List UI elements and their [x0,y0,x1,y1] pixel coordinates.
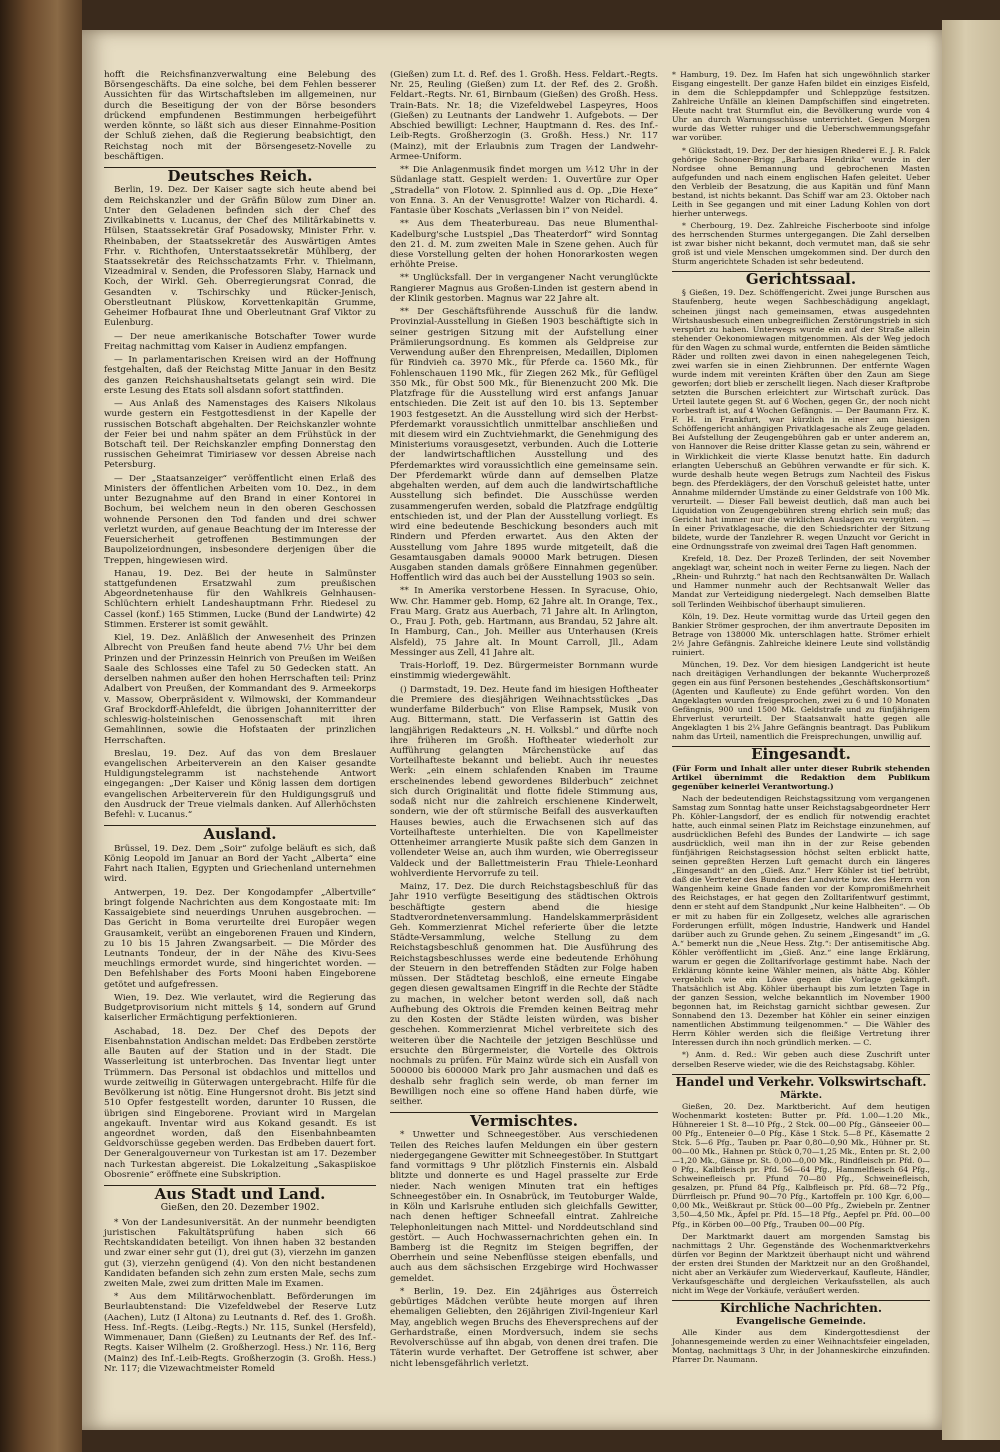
section-heading-stadt: Aus Stadt und Land. [104,1185,376,1199]
section-heading-vermischtes: Vermischtes. [390,1112,658,1126]
section-heading-handel: Handel und Verkehr. Volkswirtschaft. [672,1074,930,1087]
article: Brüssel, 19. Dez. Dem „Soir“ zufolge beläuft es sich, daß König Leopold im Januar an Bord der Yacht „Alberta“ eine Fahrt nach Italien, Egypten und Griechenland unternehmen wird. [104,843,376,885]
article: Wien, 19. Dez. Wie verlautet, wird die Regierung das Budgetprovisorium nicht mittels § 14, sondern auf Grund kaiserlicher Ermächtigung perfektionieren. [104,992,376,1024]
section-heading-eingesandt: Eingesandt. [672,746,930,759]
article: Kiel, 19. Dez. Anläßlich der Anwesenheit des Prinzen Albrecht von Preußen fand heute abend 7½ Uhr bei dem Prinzen und der Prinzessin Heinrich von Preußen im Weißen Saale des Schlosses eine Tafel zu 50 Gedecken statt. An derselben nahmen außer den hohen Herrschaften teil: Prinz Adalbert von Preußen, der Kommandant des 9. Armeekorps v. Massow, Oberpräsident v. Wilmowski, der Kommandeur Graf Brockdorff-Ahlefeldt, die übrigen Johanniterritter der schleswig-holsteinischen Genossenschaft mit ihren Gemahlinnen, sowie die Hofstaaten der prinzlichen Herrschaften. [104,633,376,746]
article: Mainz, 17. Dez. Die durch Reichstagsbeschluß für das Jahr 1910 verfügte Beseitigung des städtischen Oktrois beschäftigte gestern abend die hiesige Stadtverordnetenversammlung. Handelskammerpräsident Geh. Kommerzienrat Michel referierte über die letzte Städte-Versammlung, welche Stellung zu dem Reichstagsbeschluß genommen hat. Die Ausführung des Reichstagsbeschlusses werde eine bedeutende Erhöhung der Steuern in den betreffenden Städten zur Folge haben müssen. Der Städtetag beschloß, eine erneute Eingabe gegen diesen gewaltsamen Eingriff in die Rechte der Städte zu machen, in welcher betont werden soll, daß nach Aufhebung des Oktrois die Fremden keinen Beitrag mehr zu den Kosten der Städte leisten würden, was bisher geschehen. Kommerzienrat Michel verbreitete sich des weiteren über die Nachteile der jetzigen Beschlüsse und ersuchte den Bürgermeister, die Vorteile des Oktrois nochmals zu prüfen. Für Mainz würde sich ein Ausfall von 500000 bis 600000 Mark pro Jahr ausmachen und daß es deshalb sehr fraglich sein werde, ob man ferner im Bewilligen noch eine so offene Hand haben dürfe, wie seither. [390,882,658,1107]
book-binding [0,0,82,1452]
article: — Der neue amerikanische Botschafter Tower wurde Freitag nachmittag vom Kaiser in Audienz empfangen. [104,331,376,352]
section-heading-gerichtssaal: Gerichtssaal. [672,271,930,284]
article: * Aus dem Militärwochenblatt. Beförderungen im Beurlaubtenstand: Die Vizefeldwebel der Reserve Lutz (Aachen), Lutz (I Altona) zu Leutnants d. Ref. des 1. Großh. Hess. Inf.-Regts. (Leibg.-Regts.) Nr. 115, Sunkel (Hersfeld), Wimmenauer, Dann (Gießen) zu Leutnants der Ref. des Inf.-Regts. Kaiser Wilhelm (2. Großherzogl. Hess.) Nr. 116, Berg (Mainz) des Inf.-Leib-Regts. Großherzogin (3. Großh. Hess.) Nr. 117; die Vizewachtmeister Romeld [104,1292,376,1374]
article: * Berlin, 19. Dez. Ein 24jähriges aus Österreich gebürtiges Mädchen verübte heute morgen auf ihren ehemaligen Geliebten, den 26jährigen Zivil-Ingenieur Karl May, angeblich wegen Bruchs des Eheversprechens auf der Gerhardstraße, einen Mordversuch, indem sie sechs Revolverschüsse auf ihn abgab, von denen drei trafen. Die Täterin wurde verhaftet. Der Getroffene ist schwer, aber nicht lebensgefährlich verletzt. [390,1286,658,1369]
article: Aschabad, 18. Dez. Der Chef des Depots der Eisenbahnstation Andischan meldet: Das Erdbeben zerstörte alle Bauten auf der Station und in der Stadt. Die Wasserleitung ist unterbrochen. Das Inventar liegt unter Trümmern. Das Personal ist obdachlos und mittellos und wurde zeitweilig in Güterwagen untergebracht. Hilfe für die Bevölkerung ist nötig. Eine Hungersnot droht. Bis jetzt sind 510 Opfer festgestellt worden, darunter 10 Russen, die übrigen sind Eingeborene. Proviant wird in Margelan angekauft. Inventar wird aus Kokand gesandt. Es ist angeordnet worden, daß den Eisenbahnbeamten Geldvorschüsse gegeben werden. Das Erdbeben dauert fort. Der Generalgouverneur von Turkestan ist am 17. Dezember nach Turkestan abgereist. Die Lokalzeitung „Sakaspiiskoe Obosrenie“ eröffnete eine Subskription. [104,1026,376,1180]
article: — In parlamentarischen Kreisen wird an der Hoffnung festgehalten, daß der Reichstag Mitte Januar in den Besitz des ganzen Reichshaushaltsetats gelangt sein wird. Die erste Lesung des Etats soll alsdann sofort stattfinden. [104,355,376,396]
editor-note: *) Anm. d. Red.: Wir geben auch diese Zuschrift unter derselben Reserve wieder, wie die des Reichstagsabg. Köhler. [672,1050,930,1069]
article: ** Unglücksfall. Der in vergangener Nacht verunglückte Rangierer Magnus aus Großen-Linden ist gestern abend in der Klinik gestorben. Magnus war 22 Jahre alt. [390,273,658,304]
newspaper-page [82,30,942,1430]
article-intro: hofft die Reichsfinanzverwaltung eine Belebung des Börsengeschäfts. Da eine solche, bei dem Fehlen besserer Aussichten für das Wirtschaftsleben im allgemeinen, nur durch die Beseitigung der von der Börse besonders drückend empfundenen Bestimmungen herbeigeführt werden könnte, so läßt sich aus dieser Einnahme-Position der Schluß ziehen, daß die Regierung beabsichtigt, den Reichstag noch mit der Börsengesetz-Novelle zu beschäftigen. [104,70,376,162]
article: ** Aus dem Theaterbureau. Das neue Blumenthal-Kadelburg'sche Lustspiel „Das Theaterdorf“ wird Sonntag den 21. d. M. zum zweiten Male in Szene gehen. Auch für diese Vorstellung gelten der hohen Honorarkosten wegen erhöhte Preise. [390,219,658,271]
next-page-edge [942,20,1000,1440]
column-2 [390,70,658,1372]
market-report: Gießen, 20. Dez. Marktbericht. Auf dem heutigen Wochenmarkt kosteten: Butter pr. Pfd. 1.00—1.20 Mk., Hühnereier 1 St. 8—10 Pfg., 2 Stck. 00—00 Pfg., Gänseeier 00—00 Pfg., Enteneier 0—0 Pfg., Käse 1 Stck. 5—8 Pf., Käsematte 2 Stck. 5—6 Pfg., Tauben pr. Paar 0,80—0,90 Mk., Hühner pr. St. 00—00 Mk., Hahnen pr. Stück 0,70—1,25 Mk., Enten pr. St. 2,00—1,20 Mk., Gänse pr. St. 0,00—0,00 Mk., Rindfleisch pr. Pfd. 0—0 Pfg., Kalbfleisch pr. Pfd. 56—64 Pfg., Hammelfleisch 64 Pfg., Schweinefleisch pr. Pfund 70—80 Pfg., Schweinefleisch, gesalzen, pr. Pfund 84 Pfg., Kalbfleisch pr. Pfd. 68—72 Pfg., Dürrfleisch pr. Pfund 90—70 Pfg., Kartoffeln pr. 100 Kgr. 6,00—0,00 Mk., Weißkraut pr. Stück 00—00 Pfg., Zwiebeln pr. Zentner 3,50—4,50 Mk., Äpfel pr. Pfd. 15—18 Pfg., Aepfel pr. Pfd. 00—00 Pfg., in Körben 00—00 Pfg., Trauben 00—00 Pfg. [672,1101,930,1229]
article: * Von der Landesuniversität. An der nunmehr beendigten juristischen Fakultätsprüfung haben sich 66 Rechtskandidaten beteiligt. Von ihnen haben 32 bestanden und zwar einer sehr gut (1), drei gut (3), vierzehn im ganzen gut (3), vierzehn genügend (4). Von den nicht bestandenen Kandidaten befanden sich zehn zum ersten Male, sechs zum zweiten Male, zwei zum dritten Male im Examen. [104,1217,376,1290]
church-notice: Alle Kinder aus dem Kindergottesdienst der Johannesgemeinde werden zu einer Weihnachtsfeier eingeladen, Montag, nachmittags 3 Uhr, in der Johanneskirche einzufinden. Pfarrer Dr. Naumann. [672,1328,930,1365]
article: * Hamburg, 19. Dez. Im Hafen hat sich ungewöhnlich starker Eisgang eingestellt. Der ganze Hafen bildet ein einziges Eisfeld, in dem die Schleppdampfer und Schleppzüge festsitzen. Zahlreiche Unfälle an kleinen Dampfschiffen sind eingetreten. Heute nacht trat Sturmflut ein, die Bevölkerung wurde von 4 Uhr an durch Warnungsschüsse unterrichtet. Gegen Morgen wurde das Wetter ruhiger und die Ueberschwemmungsgefahr war vorüber. [672,70,930,143]
article: (Gießen) zum Lt. d. Ref. des 1. Großh. Hess. Feldart.-Regts. Nr. 25, Reuling (Gießen) zum Lt. der Ref. des 2. Großh. Feldart.-Regts. Nr. 61, Birnbaum (Gießen) des Großh. Hess. Train-Bats. Nr. 18; die Vizefeldwebel Laspeyres, Hoos (Gießen) zu Leutnants der Landwehr 1. Aufgebots. — Der Abschied bewilligt: Lechner, Hauptmann d. Res. des Inf.-Leib-Regts. Großherzogin (3. Großh. Hess.) Nr. 117 (Mainz), mit der Erlaubnis zum Tragen der Landwehr-Armee-Uniform. [390,70,658,162]
article: Trais-Horloff, 19. Dez. Bürgermeister Bornmann wurde einstimmig wiedergewählt. [390,661,658,682]
disclaimer: (Für Form und Inhalt aller unter dieser Rubrik stehenden Artikel übernimmt die Redaktion dem Publikum gegenüber keinerlei Verantwortung.) [672,763,930,791]
article: Hanau, 19. Dez. Bei der heute in Salmünster stattgefundenen Ersatzwahl zum preußischen Abgeordnetenhause für den Wahlkreis Gelnhausen-Schlüchtern erhielt Landeshauptmann Frhr. Riedesel zu Cassel (konf.) 165 Stimmen, Lucke (Bund der Landwirte) 42 Stimmen. Ersterer ist somit gewählt. [104,568,376,630]
article: Breslau, 19. Dez. Auf das von dem Breslauer evangelischen Arbeiterverein an den Kaiser gesandte Huldigungstelegramm ist nachstehende Antwort eingegangen: „Der Kaiser und König lassen dem dortigen evangelischen Arbeiterverein für den Huldigungsgruß und den Ausdruck der Treue vielmals danken. Auf Allerhöchsten Befehl: v. Lucanus.“ [104,748,376,821]
article: Köln, 19. Dez. Heute vormittag wurde das Urteil gegen den Bankier Strömer gesprochen, der ihm anvertraute Depositen im Betrage von 138000 Mk. unterschlagen hatte. Strömer erhielt 2½ Jahre Gefängnis. Zahlreiche kleinere Leute sind vollständig ruiniert. [672,611,930,657]
article: § Gießen, 19. Dez. Schöffengericht. Zwei junge Burschen aus Staufenberg, heute wegen Sachbeschädigung angeklagt, scheinen jüngst nach gemeinsamen, etwas ausgedehnten Wirtshausbesuch einen unbegreiflichen Zerstörungstrieb in sich verspürt zu haben. Unterwegs wurde ein auf der Straße allein stehender Oekonomiewagen mitgenommen. Als der Weg jedoch für den Wagen zu schmal wurde, entfernten die Beiden sämtliche Räder und rollten zwei davon in einen nahegelegenen Teich, zwei warfen sie in einen Ziehbrunnen. Der entfernte Wagen wurde indem mit vereinten Kräften über den Zaun am Siege geworfen; dort blieb er zerschellt liegen. Nach dieser Kraftprobe setzten die Burschen erleichtert zur Wirtschaft zurück. Das Urteil lautete gegen St. auf 6 Wochen, gegen Gr., der noch nicht vorbestraft ist, auf 4 Wochen Gefängnis. — Der Baumann Frz. K. F. H. in Frankfurt, war kürzlich in einer am hiesigen Schöffengericht anhängigen Privatklagesache als Zeuge geladen. Bei Aufstellung der Zeugengebühren gab er unter anderem an, von Hannover die Reise dritter Klasse getan zu sein, während er in Wirklichkeit die vierte Klasse benutzt hatte. Ein dadurch erlangten Ueberschuß an Gebühren verwandte er für sich. K. wurde deshalb heute wegen Betrugs zum Nachteil des Fiskus begn. des Pferdeklägers, der den Vorschuß geleistet hatte, unter Annahme mildernder Umstände zu einer Geldstrafe von 100 Mk. verurteilt. — Dieser Fall beweist deutlich, daß man auch bei Liquidation von Zeugengebühren streng ehrlich sein muß; das Gericht hat immer nur die wirklichen Auslagen zu vergüten. — In einer Privatklagesache, die den Schiedsrichter der Sitzung bildete, wurde der Tanzlehrer R. wegen Unzucht vor Gericht in eine Ordnungsstrafe von zweimal drei Tagen Haft genommen. [672,288,930,552]
article: — Aus Anlaß des Namenstages des Kaisers Nikolaus wurde gestern ein Festgottesdienst in der Kapelle der russischen Botschaft abgehalten. Der Reichskanzler wohnte der Feier bei und nahm später an dem Frühstück in der Botschaft teil. Der Reichskanzler empfing Donnerstag den russischen Geheimrat Timiriasew vor dessen Abreise nach Petersburg. [104,399,376,471]
article: München, 19. Dez. Vor dem hiesigen Landgericht ist heute nach dreitägigen Verhandlungen der bekannte Wucherprozeß gegen ein aus fünf Personen bestehendes „Geschäftskonsortium“ (Agenten und Kaufleute) zu Ende geführt worden. Von den Angeklagten wurden freigesprochen, zwei zu 6 und 10 Monaten Gefängnis, 900 und 1500 Mk. Geldstrafe und zu fünfjährigem Ehrverlust verurteilt. Der Staatsanwalt hatte gegen alle Angeklagten 1 bis 2¼ Jahre Gefängnis beantragt. Das Publikum nahm das Urteil, namentlich die Freisprechungen, unwillig auf. [672,659,930,742]
article: * Glückstadt, 19. Dez. Der der hiesigen Rhederei E. J. R. Falck gehörige Schooner-Brigg „Barbara Hendrika“ wurde in der Nordsee ohne Bemannung und gebrochenen Masten aufgefunden und nach einem englischen Hafen geleitet. Ueber den Verbleib der Besatzung, die aus Kapitän und fünf Mann bestand, ist nichts bekannt. Das Schiff war am 23. Oktober nach Leith in See gegangen und mit einer Ladung Kohlen von dort hierher unterwegs. [672,145,930,218]
section-heading-reich: Deutsches Reich. [104,167,376,181]
article: * Unwetter und Schneegestöber. Aus verschiedenen Teilen des Reiches laufen Meldungen ein über gestern niedergegangene Gewitter mit Schneegestöber. In Stuttgart fand vormittags 9 Uhr plötzlich Finsternis ein. Alsbald blitzte und donnerte es und Hagel prasselte zur Erde nieder. Nach wenigen Minuten trat ein heftiges Schneegestöber ein. In Osnabrück, im Teutoburger Walde, in Köln und Karlsruhe entluden sich gleichfalls Gewitter, nach denen heftiger Schneefall eintrat. Zahlreiche Telephonleitungen nach Mittel- und Norddeutschland sind gestört. — Auch Hochwassernachrichten gehen ein. In Bamberg ist die Regnitz im Steigen begriffen, der Oberrhein und seine Nebenflüsse steigen ebenfalls, und auch aus dem sächsischen Erzgebirge wird Hochwasser gemeldet. [390,1130,658,1284]
article: Krefeld, 18. Dez. Der Prozeß Terlinden, der seit November angeklagt war, scheint noch in weiter Ferne zu liegen. Nach der „Rhein- und Ruhrztg.“ hat nach den Rechtsanwälten Dr. Wallach und Hammer nunmehr auch der Rechtsanwalt Weller das Mandat zur Verteidigung niedergelegt. Nach demselben Blatte soll Terlinden Weihbischof überhaupt simulieren. [672,554,930,609]
article: — Der „Staatsanzeiger“ veröffentlicht einen Erlaß des Ministers der öffentlichen Arbeiten vom 10. Dez., in dem unter Bezugnahme auf den Brand in einer Kontorei in Bochum, bei welchem neun in den oberen Geschossen wohnende Personen den Tod fanden und drei schwer verletzt wurden, auf genaue Beachtung der im Interesse der Feuersicherheit getroffenen Bestimmungen der Baupolizeiordnungen, insbesondere derjenigen über die Treppen, hingewiesen wird. [104,473,376,566]
dateline: Gießen, den 20. Dezember 1902. [160,1202,320,1214]
market-notice: Der Marktmarkt dauert am morgenden Samstag bis nachmittags 2 Uhr. Gegenstände des Wochenmarktverkehrs dürfen vor Beginn der Marktzeit überhaupt nicht und während der ersten drei Stunden der Marktzeit nur an den Großhandel, nicht aber an Verkäufer zum Wiederverkauf, Kaufleute, Händler, Verkaufsgeschäfte und dergleichen Verkaufsstellen, als auch nicht im Wege der Vorkäufe, veräußert werden. [672,1231,930,1295]
column-3 [672,70,930,1367]
section-heading-kirchlich: Kirchliche Nachrichten. [672,1300,930,1313]
subheading-maerkte: Märkte. [780,1089,822,1101]
subheading-evangelisch: Evangelische Gemeinde. [736,1316,866,1328]
article: * Cherbourg, 19. Dez. Zahlreiche Fischerboote sind infolge des herrschenden Sturmes untergegangen. Die Zahl derselben ist zwar bisher nicht bekannt, doch vermutet man, daß sie sehr groß ist und viele Menschen umgekommen sind. Der durch den Sturm angerichtete Schaden ist sehr bedeutend. [672,221,930,267]
article: Nach der bedeutendigen Reichstagssitzung vom vergangenen Samstag zum Sonntag hatte unser Reichstagsabgeordneter Herr Ph. Köhler-Langsdorf, der es endlich für notwendig erachtet hatte, auch einmal seinen Platz im Reichstage einzunehmen, auf ausdrücklichen Befehl des Bundes der Landwirte — ich sage ausdrücklich, weil man ihn in der zur Reise gebenden fünfjährigen Reichstagsession höchst selten erblickt hatte, seinen gepreßten Herzen Luft gemacht durch ein längeres „Eingesandt“ an den „Gieß. Anz.“ Herr Köhler ist tief betrübt, daß die Vertreter des Bundes der Landwirte bzw. des Herrn von Wangenheim keine Gnade fanden vor der Kompromißmehrheit des Reichstages, er hat gegen den Zolltarifentwurf gestimmt, denn er steht auf dem Standpunkt „Nur keine Halbheiten“. — Ob er mit zu haben für ein Zollgesetz, welches alle agrarischen Forderungen erfüllt, mögen Industrie, Handwerk und Handel darüber auch zu Grunde gehen. Zu seinem „Eingesandt“ im „G. A.“ bemerkt nun die „Neue Hess. Ztg.“: Der antisemitische Abg. Köhler veröffentlicht im „Gieß. Anz.“ eine lange Erklärung, warum er gegen die Zolltarifvorlage gestimmt habe. Nach der Erklärung könnte keine Wähler meinen, als hätte Abg. Köhler vergeblich wie ein Löwe gegen die Vorlage gekämpft. Thatsächlich ist Abg. Köhler überhaupt bis zum letzten Tage in der ganzen Session, welche bekanntlich im November 1900 begonnen hat, im Reichstag garnicht sichtbar gewesen. Zur Sonnabend den 13. Dezember hat Köhler ein seiner einzigen namentlichen Abstimmung teilgenommen.“ — Die Wähler des Herrn Köhler werden sich die fleißige Vertretung ihrer Interessen durch ihn noch gründlich merken. — C. [672,793,930,1048]
article: ** In Amerika verstorbene Hessen. In Syracuse, Ohio, Ww. Chr. Hammer geb. Homp, 62 Jahre alt. In Orange, Tex., Frau Marg. Gratz aus Auerbach, 71 Jahre alt. In Arlington, O., Frau J. Poth, geb. Hartmann, aus Brandau, 52 Jahre alt. In Hamburg, Can., Joh. Meiller aus Unterhausen (Kreis Alsfeld), 75 Jahre alt. In Mount Carroll, Jll., Adam Messinger aus Zell, 41 Jahre alt. [390,586,658,658]
article: Berlin, 19. Dez. Der Kaiser sagte sich heute abend bei dem Reichskanzler und der Gräfin Bülow zum Diner an. Unter den Geladenen befinden sich der Chef des Zivilkabinetts v. Lucanus, der Chef des Militärkabinetts v. Hülsen, Staatssekretär Graf Posadowsky, Minister Frhr. v. Rheinbaben, der Staatssekretär des Auswärtigen Amtes Frhr. v. Richthofen, Unterstaatssekretär Mühlberg, der Staatssekretär des Reichsschatzamts Frhr. v. Thielmann, Vizeadmiral v. Senden, die Professoren Slaby, Harnack und Koch, der Wirkl. Geh. Oberregierungsrat Conrad, die Gesandten v. Tschirschky und Rücker-Jenisch, Oberstleutnant Plüskow, Korvettenkapitän Grumme, Geheimer Hofbaurat Ihne und Oberleutnant Graf Viktor zu Eulenburg. [104,185,376,329]
article: ** Der Geschäftsführende Ausschuß für die landw. Provinzial-Ausstellung in Gießen 1903 beschäftigte sich in seiner gestrigen Sitzung mit der Aufstellung einer Prämiierungsordnung. Es kommen als Geldpreise zur Verwendung außer den Ehrenpreisen, Medaillen, Diplomen für Rindvieh ca. 3970 Mk., für Pferde ca. 1560 Mk., für Fohlenschauen 1190 Mk., für Ziegen 262 Mk., für Geflügel 350 Mk., für Obst 500 Mk., für Bienenzucht 200 Mk. Die Platzfrage für die Ausstellung wird erst anfangs Januar entschieden. Die Zeit ist auf den 10. bis 13. September 1903 festgesetzt. An die Ausstellung wird sich der Herbst-Pferdemarkt voraussichtlich unmittelbar anschließen und mit diesem wird ein Zuchtviehmarkt, die Genehmigung des Ministeriums vorausgesetzt, verbunden. Auch die Lotterie der landwirtschaftlichen Ausstellung und des Pferdemarktes wird voraussichtlich eine gemeinsame sein. Der Pferdemarkt würde dann auf demselben Platze abgehalten werden, auf dem auch die landwirtschaftliche Ausstellung sich befindet. Die Ausschüsse werden zusammengerufen werden, sobald die Platzfrage endgültig entschieden ist, und der Plan der Ausstellung vorliegt. Es wird eine bedeutende Beschickung besonders auch mit Rindern und Pferden erwartet. Aus den Akten der Ausstellung vom Jahre 1895 wurde mitgeteilt, daß die Gesamtausgaben damals 90000 Mark betrugen. Diesen Ausgaben standen damals größere Einnahmen gegenüber. Hoffentlich wird das auch bei der Ausstellung 1903 so sein. [390,307,658,584]
article: () Darmstadt, 19. Dez. Heute fand im hiesigen Hoftheater die Premiere des diesjährigen Weihnachtsstückes „Das wunderfame Bilderbuch“ von Elise Rampsek, Musik von Aug. Bittermann, statt. Die Verfasserin ist Gattin des langjährigen Redakteurs „N. H. Volksbl.“ und dürfte noch ihre früheren im Großh. Hoftheater wiederholt zur Aufführung gelangten Märchenstücke auf das Vorteilhafteste bekannt und beliebt. Auch ihr neuestes Werk: „ein einem schlafenden Knaben im Traume erscheinendes lebend gewordenes Bilderbuch“ zeichnet sich durch Originalität und flotte fidele Stimmung aus, sodaß nicht nur die zahlreich erschienene Kinderwelt, sondern, wie der oft stürmische Beifall des ausverkauften Hauses bewies, auch die Erwachsenen sich auf das Vorteilhafteste unterhielten. Die von Kapellmeister Ottenheimer arrangierte Musik paßte sich dem Ganzen in vollendeter Weise an, auch ihm wurden, wie Oberregisseur Valdeck und der Ballettmeisterin Frau Thiele-Leonhard wohlverdiente Hervorrufe zu teil. [390,684,658,879]
article: Antwerpen, 19. Dez. Der Kongodampfer „Albertville“ bringt folgende Nachrichten aus dem Kongostaate mit: Im Kassaigebiete sind neuerdings Unruhen ausgebrochen. — Das Gericht in Boma verurteilte drei Europäer wegen Grausamkeit, verübt an eingeborenen Frauen und Kindern, zu 10 bis 15 Jahren Zwangsarbeit. — Die Mörder des Leutnants Tondeur, der in der Nähe des Kivu-Sees meuchlings ermordet wurde, sind hingerichtet worden. — Den Befehlshaber des Forts Mooni haben Eingeborene getötet und aufgefressen. [104,887,376,990]
section-heading-ausland: Ausland. [104,825,376,839]
article: ** Die Anlagenmusik findet morgen um ½12 Uhr in der Südanlage statt. Gespielt werden: 1. Ouvertüre zur Oper „Stradella“ von Flotow. 2. Spinnlied aus d. Op. „Die Hexe“ von Enna. 3. An der Venusgrotte! Walzer von Richardi. 4. Fantasie über Koschats „Verlassen bin i“ von Neidel. [390,165,658,217]
column-1 [104,70,376,1377]
